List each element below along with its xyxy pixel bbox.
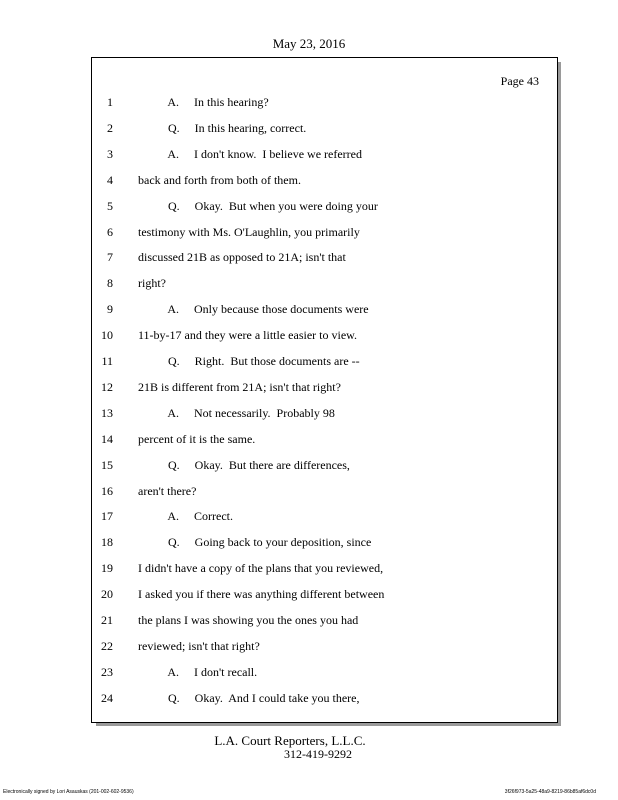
line-number: 12 — [101, 379, 113, 394]
line-text: Q. Right. But those documents are -- — [138, 354, 360, 368]
line-number: 5 — [107, 198, 113, 213]
line-number: 11 — [101, 354, 113, 368]
line-number: 20 — [101, 587, 113, 602]
line-number: 14 — [101, 431, 113, 446]
line-text: A. Correct. — [138, 509, 233, 524]
line-text: I didn't have a copy of the plans that you reviewed, — [138, 561, 384, 576]
line-text: 11-by-17 and they were a little easier to view. — [138, 328, 358, 343]
document-id: 3f26f973-5a25-48a9-8219-86b85af6dc0d — [504, 789, 596, 795]
footer-phone: 312-419-9292 — [284, 747, 352, 761]
line-text: testimony with Ms. O'Laughlin, you primarily — [138, 224, 360, 239]
page-number: Page 43 — [500, 74, 539, 88]
footer-company: L.A. Court Reporters, L.L.C. — [214, 733, 366, 748]
line-text: Q. Going back to your deposition, since — [138, 535, 372, 550]
line-text: A. Not necessarily. Probably 98 — [138, 405, 335, 420]
line-number: 2 — [107, 120, 113, 135]
line-text: reviewed; isn't that right? — [138, 638, 260, 653]
line-number: 13 — [101, 405, 113, 420]
line-number: 7 — [107, 250, 113, 265]
line-text: I asked you if there was anything different between — [138, 587, 385, 602]
electronic-signature-note: Electronically signed by Lori Asauskas (201-002-602-9536) — [3, 789, 134, 795]
line-text: Q. Okay. But there are differences, — [138, 457, 350, 472]
line-text: Q. Okay. And I could take you there, — [138, 690, 360, 705]
line-number: 10 — [101, 328, 113, 343]
transcript-date: May 23, 2016 — [272, 36, 346, 51]
line-number: 19 — [101, 561, 113, 576]
line-number: 9 — [107, 302, 113, 317]
line-number: 22 — [101, 638, 113, 653]
line-text: discussed 21B as opposed to 21A; isn't that — [138, 250, 346, 265]
line-number: 4 — [107, 172, 113, 187]
line-text: right? — [138, 276, 166, 291]
line-number: 24 — [101, 690, 113, 705]
line-text: Q. Okay. But when you were doing your — [138, 198, 378, 213]
line-number: 3 — [107, 146, 113, 161]
line-number: 6 — [107, 224, 113, 239]
line-number: 17 — [101, 509, 113, 524]
line-text: back and forth from both of them. — [138, 172, 301, 187]
line-number: 1 — [107, 95, 113, 109]
line-text: percent of it is the same. — [138, 431, 256, 446]
line-text: A. In this hearing? — [138, 95, 269, 109]
line-number: 21 — [101, 613, 113, 627]
line-number: 16 — [101, 483, 113, 498]
line-text: A. Only because those documents were — [138, 302, 369, 317]
line-text: Q. In this hearing, correct. — [138, 120, 307, 135]
line-number: 23 — [101, 664, 113, 679]
line-text: the plans I was showing you the ones you had — [138, 613, 359, 627]
line-text: aren't there? — [138, 483, 197, 498]
line-text: A. I don't recall. — [138, 664, 258, 679]
line-number: 8 — [107, 276, 113, 291]
line-text: A. I don't know. I believe we referred — [138, 146, 362, 161]
line-text: 21B is different from 21A; isn't that right? — [138, 379, 341, 394]
line-number: 15 — [101, 457, 113, 472]
line-number: 18 — [101, 535, 113, 550]
